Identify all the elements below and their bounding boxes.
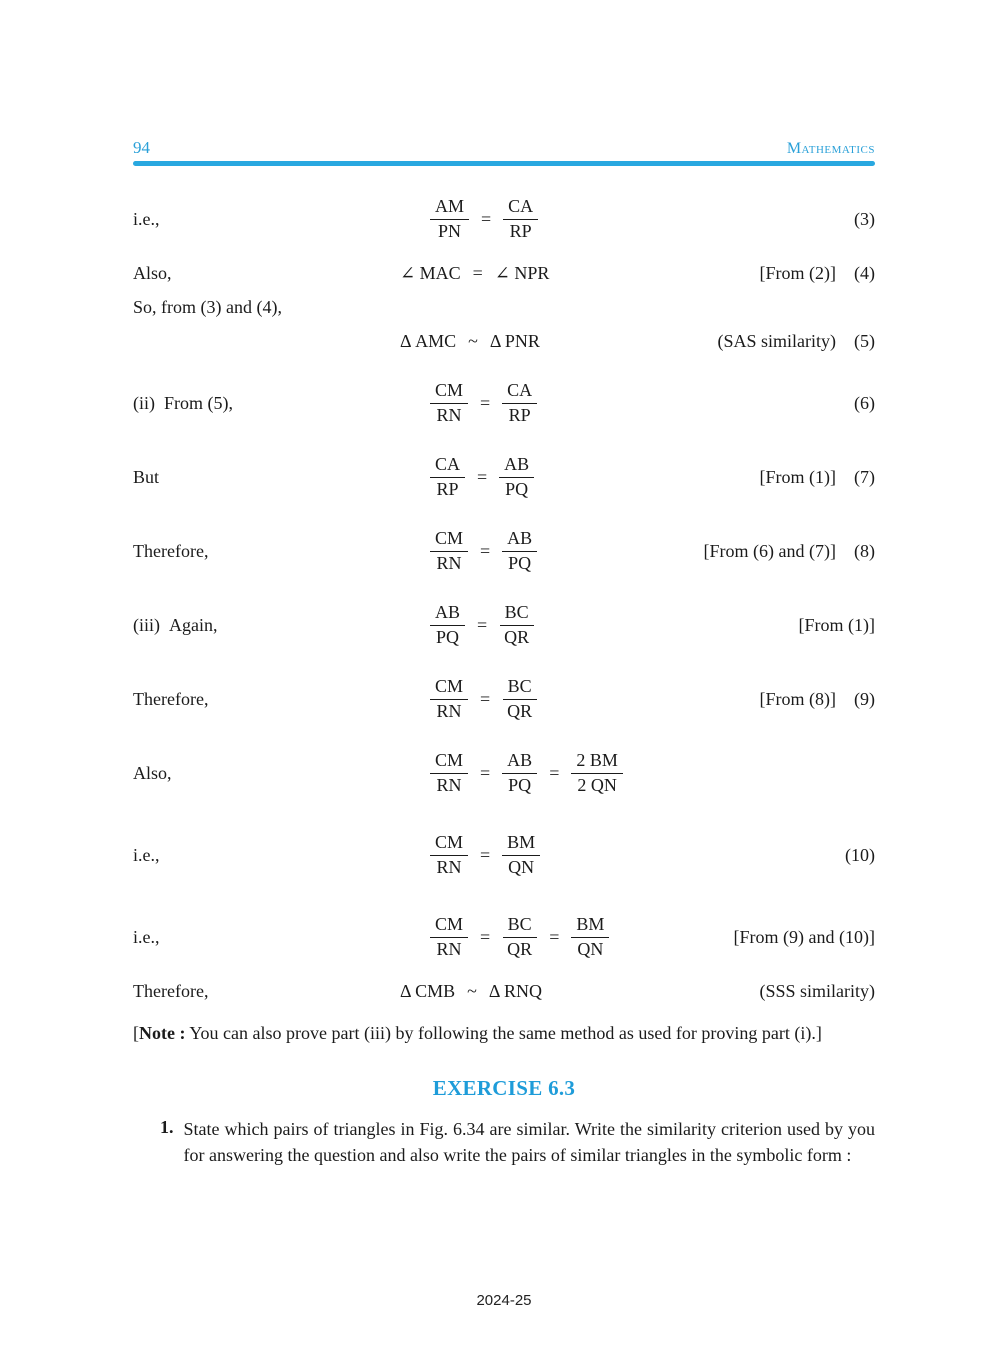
equation-row <box>133 909 875 965</box>
equation-label: (iii) Again, <box>133 614 218 635</box>
equation <box>400 981 542 1002</box>
expression: Δ CMB <box>400 980 456 1001</box>
fraction <box>430 676 468 721</box>
equation-number: (6) <box>854 392 875 413</box>
equation-label: Also, <box>133 762 172 783</box>
operator: = <box>480 762 491 783</box>
equation-row <box>133 261 875 285</box>
equation-label: i.e., <box>133 926 160 947</box>
equation-note: [From (1)] <box>798 614 875 635</box>
fraction <box>430 602 465 647</box>
equation-number: (8) <box>854 540 875 561</box>
equation <box>430 380 537 425</box>
equation-note: [From (2)] <box>759 262 836 283</box>
fraction-numerator: BC <box>503 914 537 937</box>
equation-annotation <box>537 689 875 710</box>
operator: = <box>480 688 491 709</box>
fraction-denominator: RP <box>436 478 459 499</box>
equation-label: Therefore, <box>133 980 209 1001</box>
fraction-numerator: BC <box>500 602 534 625</box>
equation-row <box>133 191 875 247</box>
operator: = <box>472 262 483 283</box>
fraction-numerator: AB <box>499 454 534 477</box>
fraction-denominator: PQ <box>436 626 460 647</box>
equation-note: [From (6) and (7)] <box>703 540 836 561</box>
fraction-numerator: CM <box>430 832 468 855</box>
footer-session: 2024-25 <box>476 1292 532 1309</box>
fraction <box>502 528 537 573</box>
fraction-numerator: AM <box>430 196 469 219</box>
page-content <box>133 138 875 1169</box>
fraction <box>503 196 538 241</box>
page-header <box>133 138 875 158</box>
equation-row <box>133 597 875 653</box>
equation-row <box>133 745 875 801</box>
operator: = <box>480 392 491 413</box>
equation-annotation <box>540 845 875 866</box>
equation-annotation <box>537 393 875 414</box>
fraction-denominator: RN <box>436 774 462 795</box>
header-rule <box>133 161 875 166</box>
equation <box>430 676 537 721</box>
equation-row <box>133 295 875 319</box>
fraction-numerator: BC <box>503 676 537 699</box>
equation-label: So, from (3) and (4), <box>133 296 282 317</box>
exercise-heading: EXERCISE 6.3 <box>432 1076 576 1101</box>
equation-label: Also, <box>133 262 172 283</box>
fraction-denominator: RN <box>436 938 462 959</box>
equation <box>430 528 537 573</box>
equation-label: (ii) From (5), <box>133 392 233 413</box>
operator: = <box>477 614 488 635</box>
book-title: Mathematics <box>786 140 875 157</box>
equation-note: [From (8)] <box>759 688 836 709</box>
fraction-numerator: CM <box>430 528 468 551</box>
equation-label: Therefore, <box>133 688 209 709</box>
problem-item <box>160 1117 875 1169</box>
fraction <box>502 380 537 425</box>
equation-row <box>133 827 875 883</box>
fraction-denominator: RN <box>436 700 462 721</box>
fraction-denominator: QR <box>507 700 533 721</box>
equation-number: (5) <box>854 330 875 351</box>
equation <box>400 331 540 352</box>
equation-rows <box>133 182 875 1008</box>
note-paragraph <box>133 1020 875 1046</box>
equation-note: [From (9) and (10)] <box>733 926 875 947</box>
expression: Δ AMC <box>400 330 457 351</box>
note-label: Note : <box>139 1023 186 1043</box>
equation-label: i.e., <box>133 208 160 229</box>
equation <box>430 602 534 647</box>
equation-label: Therefore, <box>133 540 209 561</box>
fraction <box>499 602 534 647</box>
operator: = <box>480 926 491 947</box>
fraction-numerator: BM <box>571 914 609 937</box>
equation-annotation <box>549 263 875 284</box>
equation-annotation <box>537 541 875 562</box>
fraction <box>430 750 468 795</box>
fraction-denominator: RP <box>509 220 532 241</box>
fraction <box>502 914 537 959</box>
equation-annotation <box>538 209 875 230</box>
operator: ~ <box>468 330 478 351</box>
equation-note: (SSS similarity) <box>759 980 875 1001</box>
equation-row <box>133 329 875 353</box>
fraction-denominator: QN <box>577 938 604 959</box>
equation-row <box>133 449 875 505</box>
equation-row <box>133 979 875 1003</box>
fraction-denominator: PQ <box>508 552 532 573</box>
fraction-denominator: PQ <box>508 774 532 795</box>
fraction-denominator: RN <box>436 552 462 573</box>
equation <box>430 454 534 499</box>
equation-label: But <box>133 466 160 487</box>
problem-number: 1. <box>160 1117 174 1138</box>
fraction-denominator: QR <box>507 938 533 959</box>
equation <box>400 263 549 284</box>
equation-annotation <box>534 615 875 636</box>
operator: = <box>480 844 491 865</box>
equation-annotation <box>542 981 875 1002</box>
fraction-numerator: CM <box>430 380 468 403</box>
fraction-numerator: CM <box>430 750 468 773</box>
equation-row <box>133 671 875 727</box>
equation-number: (10) <box>845 844 875 865</box>
fraction <box>430 196 469 241</box>
equation-number: (7) <box>854 466 875 487</box>
equation-number: (9) <box>854 688 875 709</box>
note-open-bracket: [ <box>133 1023 139 1043</box>
operator: = <box>549 926 560 947</box>
fraction-numerator: CA <box>503 196 538 219</box>
equation-row <box>133 375 875 431</box>
fraction-numerator: CM <box>430 914 468 937</box>
fraction <box>502 832 540 877</box>
equation-row <box>133 523 875 579</box>
page-number: 94 <box>133 138 150 157</box>
operator: = <box>480 540 491 561</box>
fraction <box>430 454 465 499</box>
problem-text: State which pairs of triangles in Fig. 6.34 are similar. Write the similarity criterion used by you for answering the question and also write the pairs of similar triangles in the symbolic form : <box>183 1119 875 1165</box>
fraction <box>430 914 468 959</box>
fraction-numerator: CM <box>430 676 468 699</box>
fraction-denominator: RN <box>436 856 462 877</box>
equation-annotation <box>609 927 875 948</box>
equation-number: (3) <box>854 208 875 229</box>
fraction-numerator: AB <box>502 750 537 773</box>
fraction-denominator: RP <box>508 404 531 425</box>
fraction-denominator: PN <box>438 220 462 241</box>
equation-note: [From (1)] <box>759 466 836 487</box>
equation-annotation <box>534 467 875 488</box>
equation-note: (SAS similarity) <box>717 330 836 351</box>
fraction <box>430 380 468 425</box>
expression: Δ RNQ <box>488 980 542 1001</box>
equation <box>430 750 623 795</box>
fraction-denominator: PQ <box>505 478 529 499</box>
fraction <box>571 914 609 959</box>
equation-number: (4) <box>854 262 875 283</box>
note-text: You can also prove part (iii) by following the same method as used for proving part (i).] <box>185 1023 822 1043</box>
operator: ~ <box>467 980 477 1001</box>
equation-annotation <box>540 331 875 352</box>
fraction-denominator: QR <box>504 626 530 647</box>
fraction <box>502 676 537 721</box>
fraction <box>499 454 534 499</box>
fraction-numerator: AB <box>430 602 465 625</box>
fraction-numerator: 2 BM <box>571 750 623 773</box>
fraction-numerator: AB <box>502 528 537 551</box>
fraction-denominator: RN <box>436 404 462 425</box>
fraction-numerator: BM <box>502 832 540 855</box>
equation <box>430 832 540 877</box>
fraction-numerator: CA <box>430 454 465 477</box>
equation <box>430 914 609 959</box>
operator: = <box>481 208 492 229</box>
operator: = <box>477 466 488 487</box>
expression: Δ PNR <box>489 330 540 351</box>
fraction-denominator: QN <box>508 856 535 877</box>
fraction <box>502 750 537 795</box>
fraction-denominator: 2 QN <box>577 774 617 795</box>
expression: ∠ MAC <box>400 262 461 283</box>
fraction <box>430 832 468 877</box>
equation <box>430 196 538 241</box>
fraction <box>430 528 468 573</box>
equation-label: i.e., <box>133 844 160 865</box>
expression: ∠ NPR <box>494 262 550 283</box>
fraction-numerator: CA <box>502 380 537 403</box>
fraction <box>571 750 623 795</box>
operator: = <box>549 762 560 783</box>
